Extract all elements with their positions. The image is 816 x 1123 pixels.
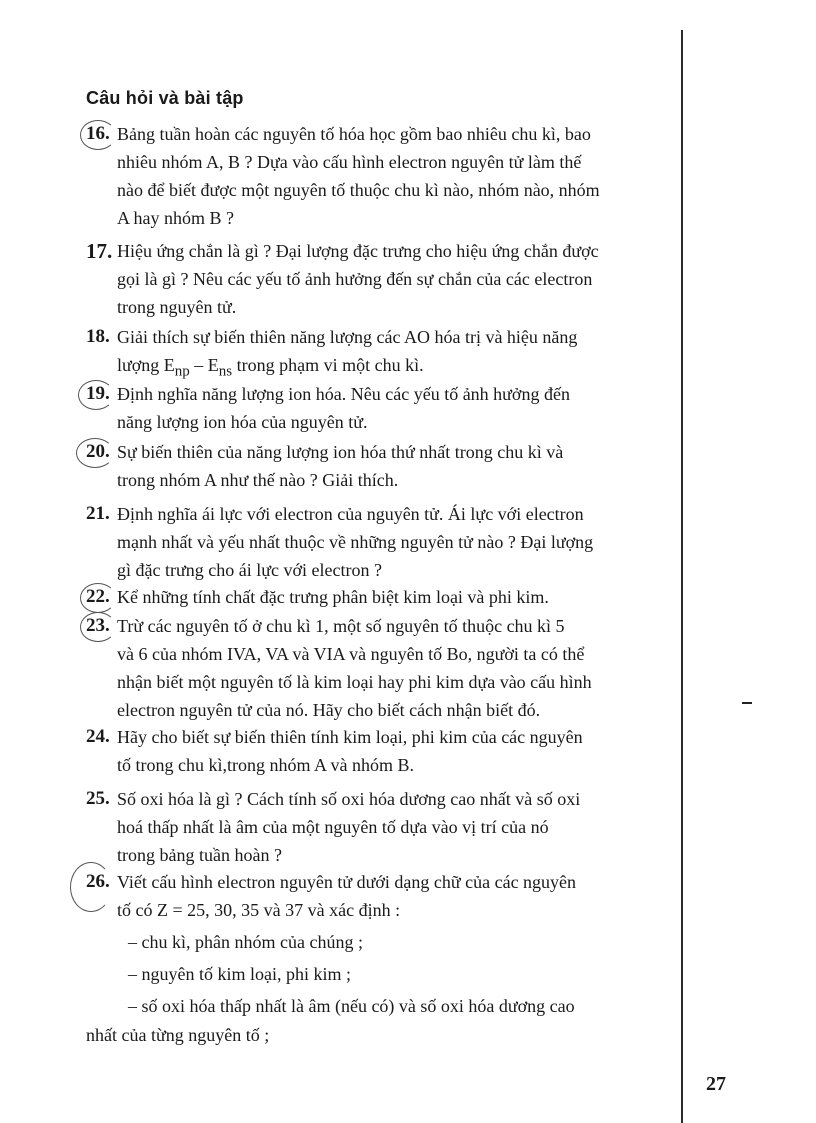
question-22 [86, 583, 731, 611]
question-line: Kể những tính chất đặc trưng phân biệt kim loại và phi kim. [117, 587, 549, 607]
question-25 [86, 785, 731, 869]
pencil-circle-mark [80, 120, 116, 150]
pencil-circle-mark [78, 380, 114, 410]
question-line: nào để biết được một nguyên tố thuộc chu kì nào, nhóm nào, nhóm [117, 180, 600, 200]
question-line: Định nghĩa ái lực với electron của nguyên tử. Ái lực với electron [117, 504, 584, 524]
pencil-circle-mark [76, 438, 114, 468]
subscript: np [174, 363, 190, 380]
sub-item-oxidation-state: – số oxi hóa thấp nhất là âm (nếu có) và số oxi hóa dương cao [128, 996, 575, 1016]
question-line: trong nguyên tử. [117, 297, 237, 317]
question-19 [86, 380, 731, 436]
question-line: Hiệu ứng chắn là gì ? Đại lượng đặc trưng cho hiệu ứng chắn được [117, 241, 599, 261]
question-number: 18. [86, 326, 110, 347]
question-number: 24. [86, 726, 110, 747]
question-18 [86, 323, 731, 386]
question-26 [86, 868, 731, 924]
question-line: gì đặc trưng cho ái lực với electron ? [117, 560, 382, 580]
question-line: và 6 của nhóm IVA, VA và VIA và nguyên tố Bo, người ta có thể [117, 644, 585, 664]
question-number: 21. [86, 503, 110, 524]
question-line: hoá thấp nhất là âm của một nguyên tố dựa vào vị trí của nó [117, 817, 549, 837]
question-number: 16. [86, 123, 110, 144]
pencil-circle-mark [70, 862, 112, 912]
section-heading: Câu hỏi và bài tập [86, 88, 244, 108]
question-number: 26. [86, 871, 110, 892]
formula-text: – E [189, 355, 219, 375]
question-line: trong nhóm A như thế nào ? Giải thích. [117, 470, 399, 490]
question-number: 23. [86, 615, 110, 636]
sub-item-metal-nonmetal: – nguyên tố kim loại, phi kim ; [128, 964, 351, 984]
question-23 [86, 612, 731, 724]
question-line: tố có Z = 25, 30, 35 và 37 và xác định : [117, 900, 401, 920]
question-line: nhận biết một nguyên tố là kim loại hay phi kim dựa vào cấu hình [117, 672, 592, 692]
question-21 [86, 500, 731, 584]
formula-text: trong phạm vi một chu kì. [232, 355, 424, 375]
question-number: 22. [86, 586, 110, 607]
question-number: 20. [86, 441, 110, 462]
sub-item-continuation: nhất của từng nguyên tố ; [86, 1025, 270, 1045]
question-line: Hãy cho biết sự biến thiên tính kim loại, phi kim của các nguyên [117, 727, 583, 747]
question-line: A hay nhóm B ? [117, 208, 234, 228]
question-line: mạnh nhất và yếu nhất thuộc về những nguyên tử nào ? Đại lượng [117, 532, 594, 552]
question-line: Giải thích sự biến thiên năng lượng các AO hóa trị và hiệu năng [117, 327, 578, 347]
pencil-circle-mark [80, 612, 116, 642]
margin-dash-mark [742, 702, 752, 704]
question-24 [86, 723, 731, 779]
question-number: 17. [86, 239, 113, 263]
sub-item-period-group: – chu kì, phân nhóm của chúng ; [128, 932, 363, 952]
question-line: Viết cấu hình electron nguyên tử dưới dạng chữ của các nguyên [117, 872, 577, 892]
question-line: Bảng tuần hoàn các nguyên tố hóa học gồm bao nhiêu chu kì, bao [117, 124, 591, 144]
question-line: năng lượng ion hóa của nguyên tử. [117, 412, 368, 432]
question-line: nhiêu nhóm A, B ? Dựa vào cấu hình electron nguyên tử làm thế [117, 152, 582, 172]
page-number: 27 [706, 1073, 726, 1095]
formula-text: lượng E [117, 355, 175, 375]
question-line: gọi là gì ? Nêu các yếu tố ảnh hưởng đến sự chắn của các electron [117, 269, 593, 289]
question-number: 19. [86, 383, 110, 404]
question-line: Sự biến thiên của năng lượng ion hóa thứ nhất trong chu kì và [117, 442, 564, 462]
question-17 [86, 237, 731, 321]
subscript: ns [218, 363, 233, 380]
question-line: tố trong chu kì,trong nhóm A và nhóm B. [117, 755, 414, 775]
pencil-circle-mark [80, 583, 116, 613]
question-line: trong bảng tuần hoàn ? [117, 845, 282, 865]
question-line: electron nguyên tử của nó. Hãy cho biết cách nhận biết đó. [117, 700, 541, 720]
question-20 [86, 438, 731, 494]
question-16 [86, 120, 731, 232]
question-line: Định nghĩa năng lượng ion hóa. Nêu các yếu tố ảnh hưởng đến [117, 384, 570, 404]
question-number: 25. [86, 788, 110, 809]
question-line: Số oxi hóa là gì ? Cách tính số oxi hóa dương cao nhất và số oxi [117, 789, 581, 809]
question-line: Trừ các nguyên tố ở chu kì 1, một số nguyên tố thuộc chu kì 5 [117, 616, 565, 636]
